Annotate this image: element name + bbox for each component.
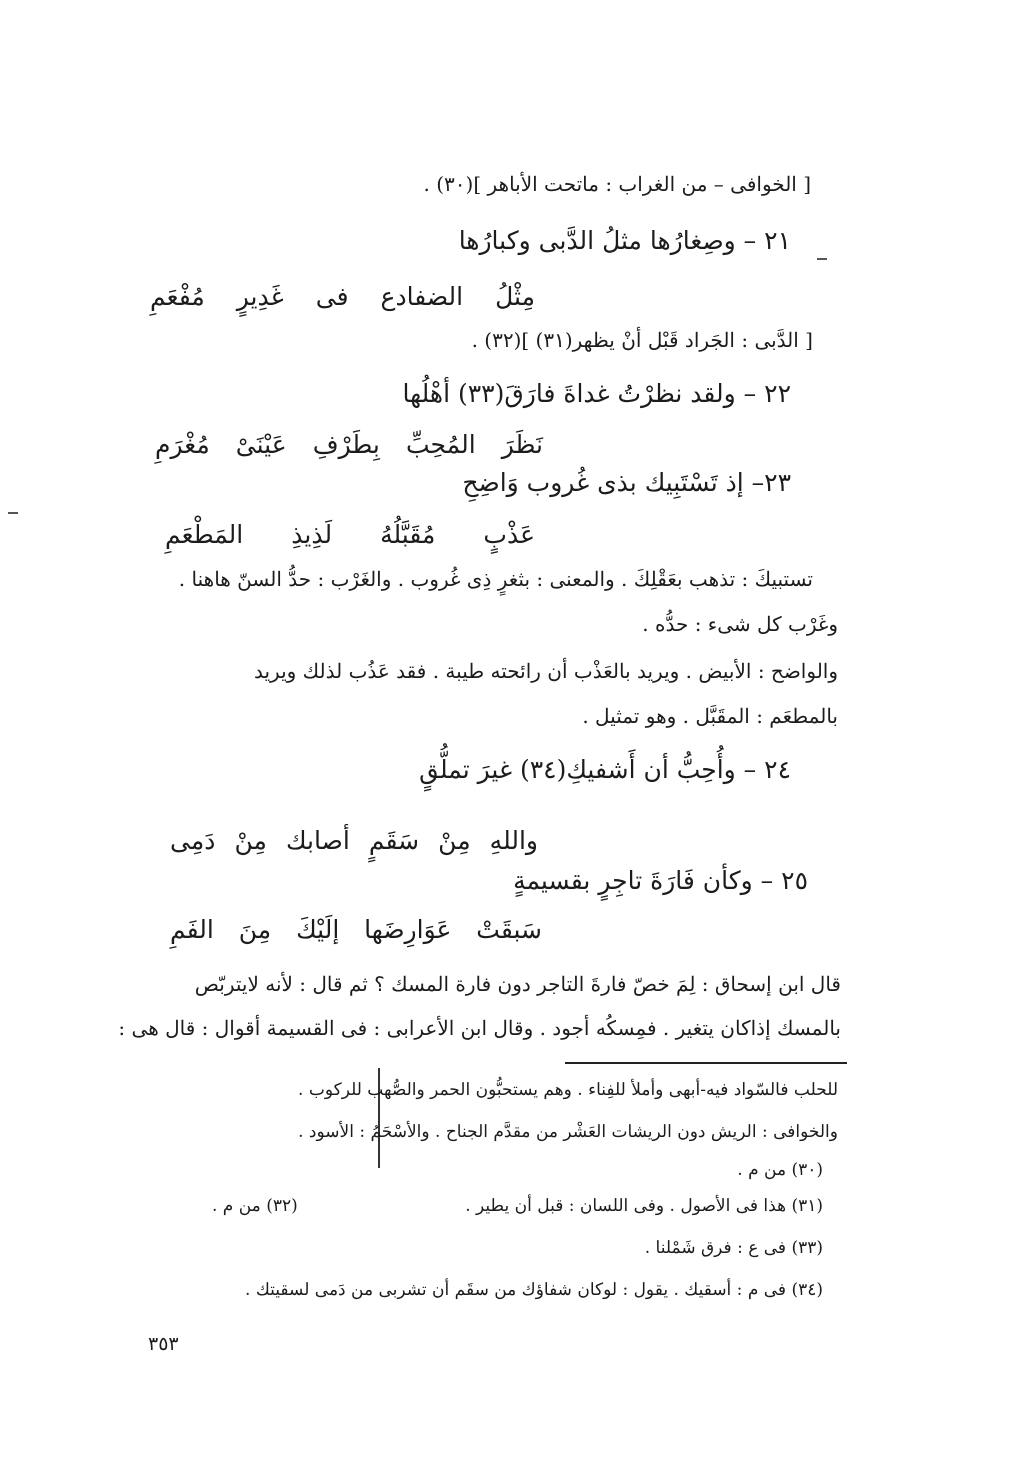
verse-24-second-hemistich: واللهِ مِنْ سَقَمٍ أصابك مِنْ دَمِى [170, 826, 538, 855]
footnote-32: (٣٢) من م . [212, 1196, 298, 1216]
text-line-9: تستبيكَ : تذهب بعَقْلِكَ . والمعنى : بثغرٍ ذِى غُروب . والغَرْب : حدُّ السنّ هاهنا . [178, 567, 813, 591]
verse-25-second-hemistich: سَبقَتْ عَوَارِضَها إلَيْكَ مِنَ الفَمِ [170, 915, 542, 944]
text-line-17: قال ابن إسحاق : لِمَ خصّ فارةَ التاجر دون فارة المسك ؟ ثم قال : لأنه لايتربّص [194, 972, 841, 996]
footnote-separator [565, 1062, 847, 1064]
text-line-11: والواضح : الأبيض . ويريد بالعَذْب أن رائحته طيبة . فقد عَذُب لذلك ويريد [253, 659, 838, 683]
footnote-line-2: والخوافى : الريش دون الريشات العَشْر من مقدَّم الجناح . والأسْحَمُ : الأسود . [298, 1122, 838, 1142]
text-line-4: [ الدَّبى : الجَراد قَبْل أنْ يظهر(٣١) ](٣٢) . [471, 328, 813, 352]
verse-23-first-hemistich: ٢٣– إذ تَسْتَبِيك بذى غُروب وَاضِحِ [462, 468, 791, 497]
verse-22-second-hemistich: نَظَرَ المُحِبِّ بِطَرْفِ عَيْنَىْ مُغْرَمِ [155, 430, 543, 459]
footnote-30: (٣٠) من م . [737, 1160, 823, 1180]
footnote-33: (٣٣) فى ع : فرق شَمْلنا . [644, 1238, 823, 1258]
verse-21-second-hemistich: مِثْلُ الضفادع فى غَدِيرٍ مُفْعَمِ [150, 282, 535, 311]
footnote-line-1: للحلب فالسّواد فيه-أبهى وأملأ للفِناء . وهم يستحبُّون الحمر والصُّهب للركوب . [298, 1080, 838, 1100]
verse-25-first-hemistich: ٢٥ – وكأن فَارَةَ تاجِرٍ بقسيمةٍ [513, 866, 808, 895]
margin-mark-top [817, 258, 827, 260]
verse-21-first-hemistich: ٢١ – وصِغارُها مثلُ الدَّبى وكبارُها [458, 226, 791, 255]
verse-22-first-hemistich: ٢٢ – ولقد نظرْتُ غداةَ فارَقَ(٣٣) أهْلُها [402, 379, 791, 408]
footnote-31: (٣١) هذا فى الأصول . وفى اللسان : قبل أن يطير . [465, 1196, 823, 1216]
text-line-10: وغَرْب كل شىء : حدُّه . [642, 612, 838, 636]
verse-24-first-hemistich: ٢٤ – وأُحِبُّ أن أَشفيكِ(٣٤) غيرَ تملُّقٍ [419, 755, 791, 784]
footnote-34: (٣٤) فى م : أسقيك . يقول : لوكان شفاؤك من سقَم أن تشربى من دَمى لسقيتك . [245, 1280, 823, 1300]
page-number: ٣٥٣ [148, 1333, 179, 1355]
text-line-18: بالمسك إذاكان يتغير . فمِسكُه أجود . وقال ابن الأعرابى : فى القسيمة أقوال : قال هى : [118, 1016, 841, 1040]
text-line-12: بالمطعَم : المقَبَّل . وهو تمثيل . [582, 704, 838, 728]
margin-mark-left [8, 512, 18, 514]
verse-23-second-hemistich: عَذْبٍ مُقَبَّلُهُ لَذِيذِ المَطْعَمِ [165, 520, 535, 549]
text-line-1: [ الخوافى – من الغراب : ماتحت الأباهر ](٣٠) . [423, 172, 811, 196]
